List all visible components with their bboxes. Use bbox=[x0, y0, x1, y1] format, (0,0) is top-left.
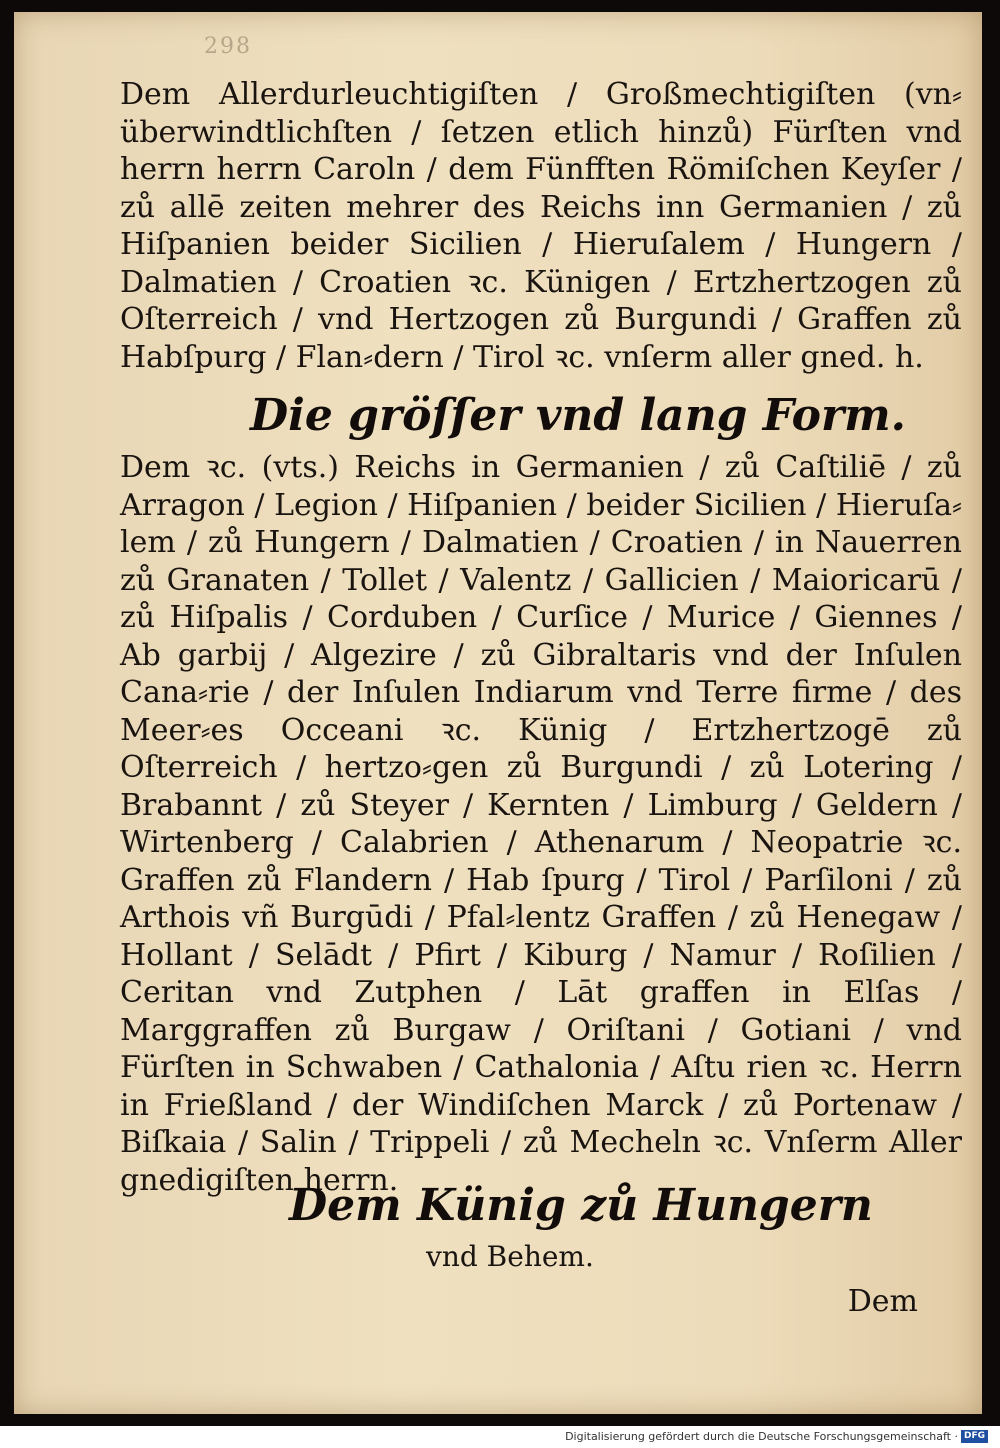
page-number: 298 bbox=[204, 34, 252, 59]
address-text-1: Dem Allerdurleuchtigiſten / Großmechtigiſten (vn⸗überwindtlichſten / ſetzen etlich hinzů) Fürſten vnd herrn herrn Caroln / dem Fünfften Römiſchen Keyſer / zů allē zeiten mehrer des Reichs inn Germanien / zů Hiſpanien beider Sicilien / Hieruſalem / Hungern / Dalmatien / Croatien ꝛc. Künigen / Ertzhertzogen zů Oſterreich / vnd Hertzogen zů Burgundi / Graffen zů Habſpurg / Flan⸗dern / Tirol ꝛc. vnſerm aller gned. h. bbox=[120, 77, 962, 375]
dfg-logo: DFG bbox=[961, 1430, 988, 1443]
section-heading-1: Die gröſſer vnd lang Form. bbox=[250, 390, 907, 441]
digitization-footer bbox=[565, 1430, 988, 1443]
section-heading-2: Dem Künig zů Hungern bbox=[289, 1180, 873, 1231]
address-text-3: vnd Behem. bbox=[426, 1240, 594, 1273]
footer-text: Digitalisierung gefördert durch die Deutsche Forschungsgemeinschaft · bbox=[565, 1430, 958, 1443]
address-text-2: Dem ꝛc. (vts.) Reichs in Germanien / zů Caſtiliē / zů Arragon / Legion / Hiſpanien / beider Sicilien / Hieruſa⸗lem / zů Hungern / Dalmatien / Croatien / in Nauerren zů Granaten / Tollet / Valentz / Gallicien / Maioricarū / zů Hiſpalis / Corduben / Curſice / Murice / Giennes / Ab garbij / Algezire / zů Gibraltaris vnd der Inſulen Cana⸗rie / der Inſulen Indiarum vnd Terre firme / des Meer⸗es Occeani ꝛc. Künig / Ertzhertzogē zů Oſterreich / hertzo⸗gen zů Burgundi / zů Lotering / Brabannt / zů Steyer / Kernten / Limburg / Geldern / Wirtenberg / Calabrien / Athenarum / Neopatrie ꝛc. Graffen zů Flandern / Hab ſpurg / Tirol / Parſiloni / zů Arthois vñ Burgūdi / Pfal⸗lentz Graffen / zů Henegaw / Hollant / Selādt / Pfirt / Kiburg / Namur / Roſilien / Ceritan vnd Zutphen / Lāt graffen in Elſas / Marggraffen zů Burgaw / Oriſtani / Gotiani / vnd Fürſten in Schwaben / Cathalonia / Aſtu rien ꝛc. Herrn in Frießland / der Windiſchen Marck / zů Portenaw / Biſkaia / Salin / Trippeli / zů Mecheln ꝛc. Vnſerm Aller gnedigiſten herrn. bbox=[120, 450, 962, 1198]
catchword: Dem bbox=[847, 1284, 918, 1319]
book-page bbox=[14, 12, 982, 1414]
